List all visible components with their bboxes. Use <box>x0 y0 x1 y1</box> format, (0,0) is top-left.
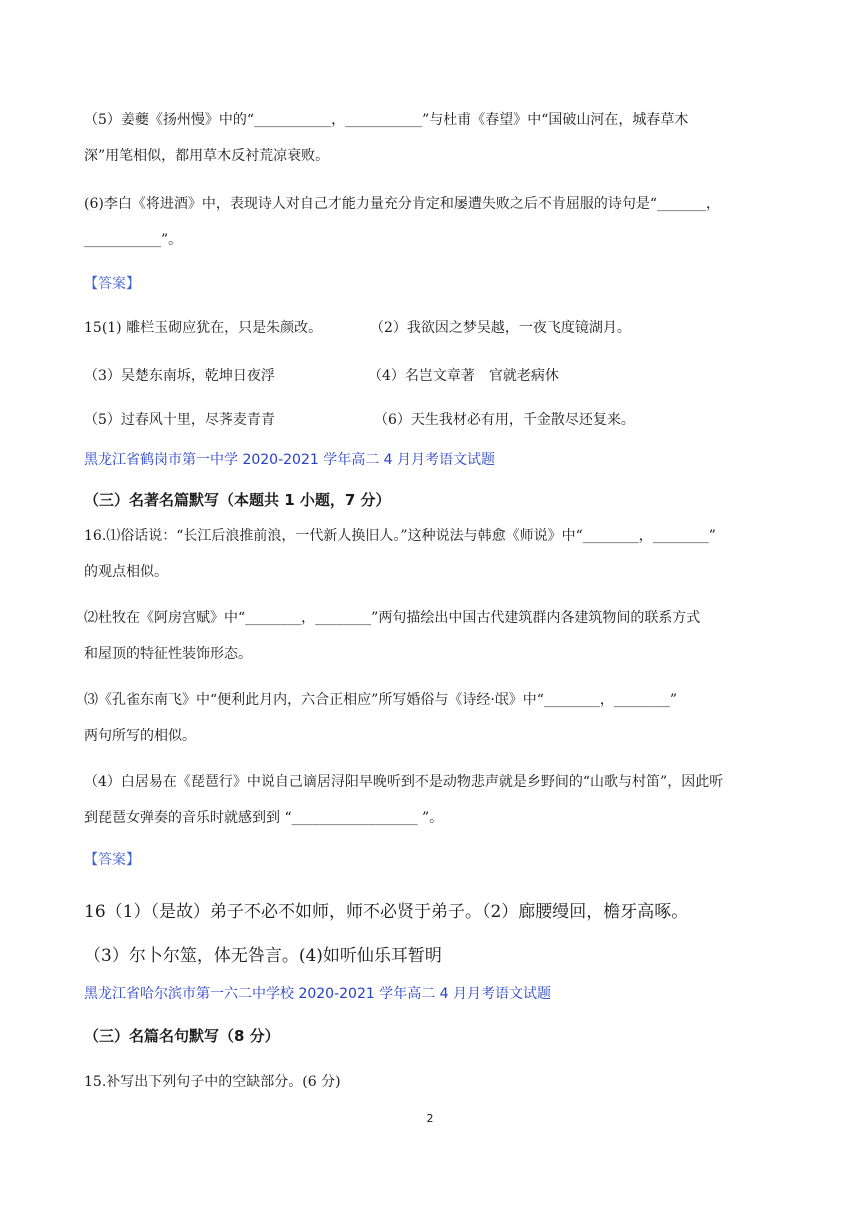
answer-16-line-2: （3）尔卜尔筮，体无咎言。(4)如听仙乐耳暂明 <box>84 946 442 966</box>
answer-15-3: （3）吴楚东南坼，乾坤日夜浮 <box>84 368 275 384</box>
answer-label: 【答案】 <box>84 276 140 292</box>
question-6-line-2: ___________”。 <box>84 232 183 248</box>
question-6-text: (6)李白《将进酒》中，表现诗人对自己才能力量充分肯定和屡遭失败之后不肯屈服的诗句是“____ <box>84 196 685 212</box>
question-16-3-line-2: 两句所写的相似。 <box>84 728 196 744</box>
answer-15-2: （2）我欲因之梦吴越，一夜飞度镜湖月。 <box>370 320 631 336</box>
source-label-1: 黑龙江省鹤岗市第一中学 2020-2021 学年高二 4 月月考语文试题 <box>84 452 496 468</box>
section-heading-1: （三）名著名篇默写（本题共 1 小题，7 分） <box>84 491 391 509</box>
question-16-4-line-2: 到琵琶女弹奏的音乐时就感到到 “__________________ ”。 <box>84 810 444 826</box>
question-6-line-1 <box>84 194 720 214</box>
question-16-2-line-2: 和屋顶的特征性装饰形态。 <box>84 646 252 662</box>
answer-16-line-1: 16（1）（是故）弟子不必不如师，师不必贤于弟子。（2）廊腰缦回，檐牙高啄。 <box>84 902 689 922</box>
question-16-1-line-2: 的观点相似。 <box>84 564 168 580</box>
answer-15-6: （6）天生我材必有用，千金散尽还复来。 <box>374 412 635 428</box>
question-5-line-2: 深”用笔相似，都用草木反衬荒凉衰败。 <box>84 148 330 164</box>
question-5-line-1: （5）姜夔《扬州慢》中的“___________，___________”与杜甫《春望》中“国破山河在，城春草木 <box>84 112 689 128</box>
source-label-2: 黑龙江省哈尔滨市第一六二中学校 2020-2021 学年高二 4 月月考语文试题 <box>84 986 552 1002</box>
question-16-4-line-1: （4）白居易在《琵琶行》中说自己谪居浔阳早晚听到不是动物悲声就是乡野间的“山歌与村笛”，因此听 <box>84 774 724 790</box>
question-16-3-line-1: ⑶《孔雀东南飞》中“便利此月内，六合正相应”所写婚俗与《诗经·氓》中“________，________” <box>84 692 678 708</box>
question-15-intro: 15.补写出下列句子中的空缺部分。(6 分) <box>84 1074 341 1090</box>
section-heading-2: （三）名篇名句默写（8 分） <box>84 1027 280 1045</box>
page-number: 2 <box>426 1112 434 1125</box>
question-6-blank-end: ___， <box>685 196 720 212</box>
question-16-1-line-1: 16.⑴俗话说：“长江后浪推前浪，一代新人换旧人。”这种说法与韩愈《师说》中“________，________” <box>84 528 716 544</box>
question-16-2-line-1: ⑵杜牧在《阿房宫赋》中“________，________”两句描绘出中国古代建筑群内各建筑物间的联系方式 <box>84 610 701 626</box>
answer-label-2: 【答案】 <box>84 852 140 868</box>
answer-15-1: 15(1) 雕栏玉砌应犹在，只是朱颜改。 <box>84 320 323 336</box>
answer-15-5: （5）过春风十里，尽荠麦青青 <box>84 412 275 428</box>
answer-15-4: （4）名岂文章著 官就老病休 <box>368 368 559 384</box>
